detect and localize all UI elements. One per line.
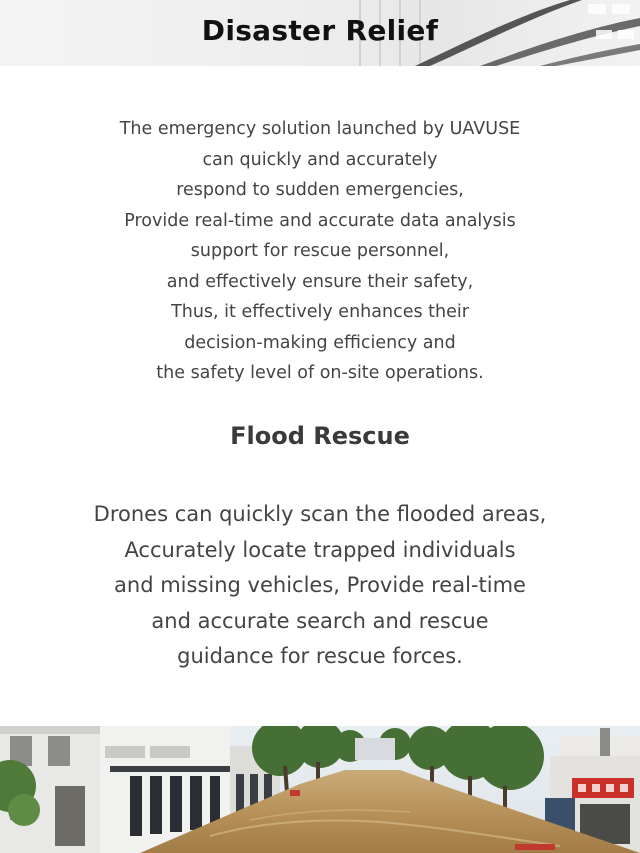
flood-rescue-line: guidance for rescue forces. — [177, 644, 463, 668]
intro-line: respond to sudden emergencies, — [176, 180, 464, 200]
intro-line: the safety level of on-site operations. — [156, 363, 484, 383]
header-banner — [0, 0, 640, 66]
intro-line: support for rescue personnel, — [190, 241, 450, 261]
intro-line: Provide real-time and accurate data analysis — [124, 210, 516, 231]
intro-line: decision-making efficiency and — [184, 332, 456, 353]
intro-line: Thus, it effectively enhances their — [171, 302, 469, 322]
flood-rescue-title: Flood Rescue — [230, 422, 410, 450]
intro-line: The emergency solution launched by UAVUSE — [119, 119, 521, 139]
page-title: Disaster Relief — [201, 14, 439, 47]
flood-rescue-line: Drones can quickly scan the flooded areas, — [93, 502, 547, 526]
flood-rescue-description — [40, 497, 600, 675]
intro-line: can quickly and accurately — [202, 149, 438, 170]
intro-paragraph — [40, 114, 600, 389]
intro-line: and effectively ensure their safety, — [166, 271, 474, 292]
flood-rescue-line: and accurate search and rescue — [151, 608, 489, 633]
flood-photo — [0, 726, 640, 853]
flooded-street-icon — [0, 726, 640, 853]
flood-rescue-line: Accurately locate trapped individuals — [124, 537, 516, 562]
flood-rescue-line: and missing vehicles, Provide real-time — [114, 573, 526, 597]
